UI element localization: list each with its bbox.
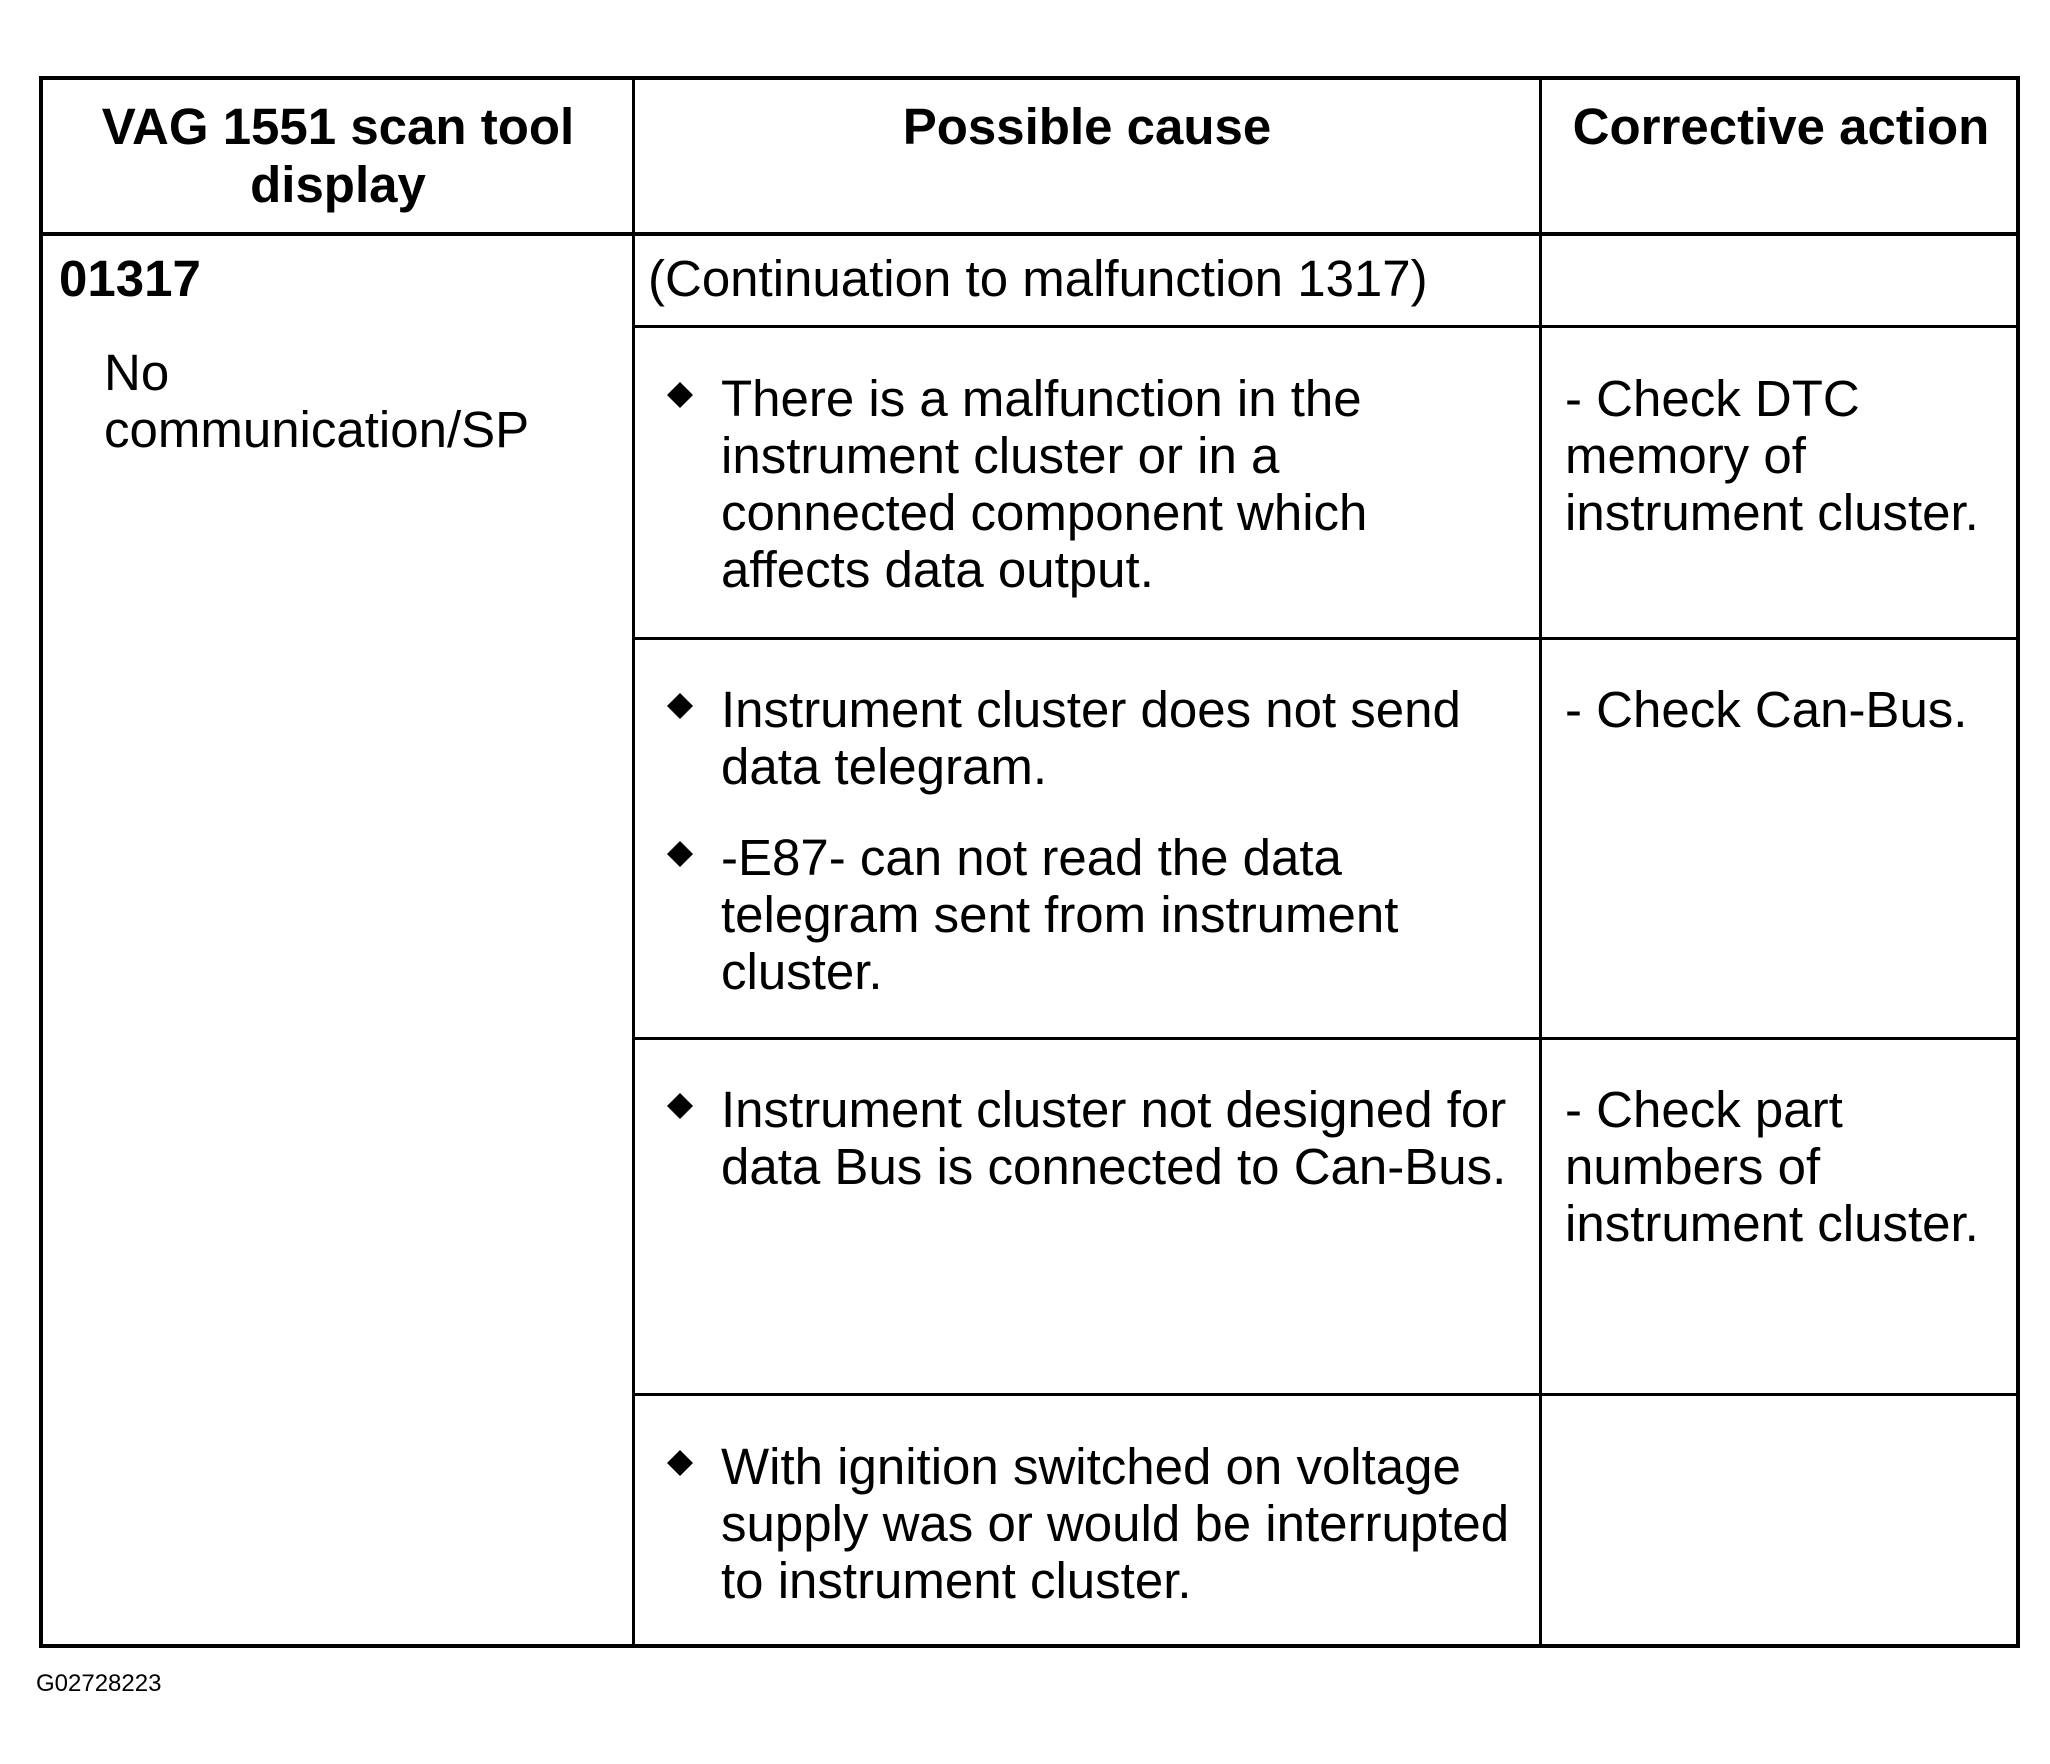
row-divider (632, 1037, 2020, 1040)
fault-code: 01317 (59, 250, 201, 307)
diamond-bullet-icon (667, 693, 693, 719)
action-text: - Check DTC memory of instrument cluster. (1565, 370, 1979, 541)
continuation-note: (Continuation to malfunction 1317) (648, 250, 1428, 307)
row-divider (632, 637, 2020, 640)
cause-text: Instrument cluster does not send data telegram. (721, 681, 1461, 795)
row-divider (632, 1393, 2020, 1396)
figure-id: G02728223 (36, 1670, 162, 1697)
cause-text: -E87- can not read the data telegram sent from instrument cluster. (721, 829, 1399, 1000)
row-divider (632, 325, 2020, 328)
header-corrective-action: Corrective action (1572, 98, 1990, 155)
header-scan-tool-display: VAG 1551 scan tool display (101, 98, 575, 213)
cause-text: With ignition switched on voltage supply was or would be interrupted to instrument cluster. (721, 1438, 1510, 1609)
header-possible-cause: Possible cause (902, 98, 1272, 155)
diamond-bullet-icon (667, 841, 693, 867)
fault-description: No communication/SP (104, 344, 530, 458)
header-divider (43, 232, 2020, 236)
cause-text: There is a malfunction in the instrument cluster or in a connected component which affects data output. (721, 370, 1368, 598)
cause-text: Instrument cluster not designed for data Bus is connected to Can-Bus. (721, 1081, 1507, 1195)
column-divider (1539, 80, 1542, 1648)
diamond-bullet-icon (667, 382, 693, 408)
column-divider (632, 80, 635, 1648)
diamond-bullet-icon (667, 1450, 693, 1476)
diamond-bullet-icon (667, 1093, 693, 1119)
diagnostic-table (39, 76, 2020, 1648)
action-text: - Check Can-Bus. (1565, 681, 1968, 738)
action-text: - Check part numbers of instrument cluster. (1565, 1081, 1979, 1252)
